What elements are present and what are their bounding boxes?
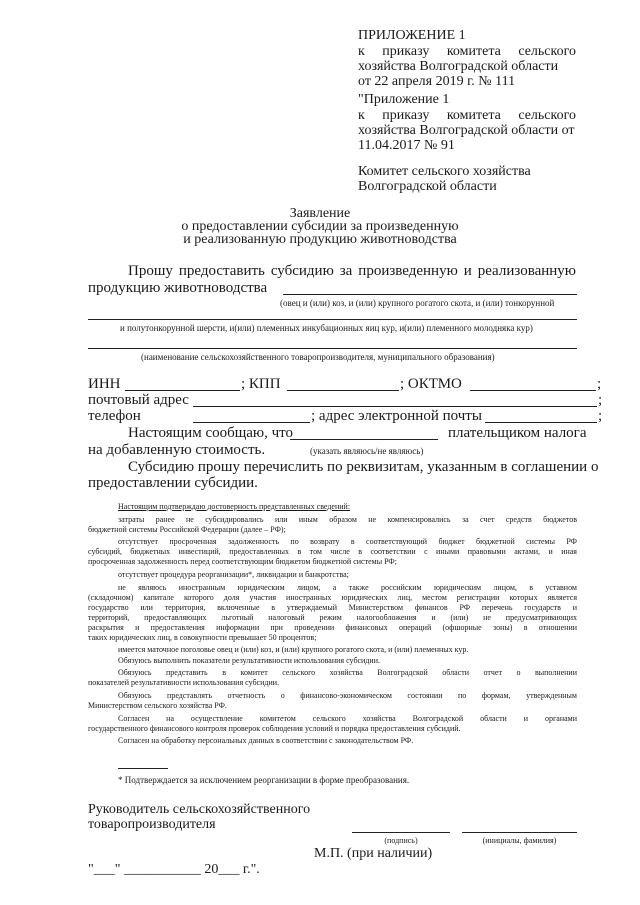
producer-name-field[interactable] <box>88 348 577 349</box>
confirmation-line: бюджетной системы Российской Федерации (далее – РФ); <box>88 525 286 534</box>
confirmation-line: территорий, предоставляющих льготный налоговый режим налогообложения и (или) не предусматривающих <box>88 613 577 622</box>
confirmation-line: просроченная задолженность перед соответствующим бюджетом бюджетной системы РФ; <box>88 557 397 566</box>
addressee-line1: Комитет сельского хозяйства <box>358 164 531 179</box>
confirmation-line: Обязуюсь выполнить показатели результативности использования субсидии. <box>118 656 380 665</box>
vat-intro: Настоящим сообщаю, что <box>128 425 294 441</box>
confirmation-line: Согласен на обработку персональных данных в соответствии с законодательством РФ. <box>118 736 414 745</box>
product-type-field[interactable] <box>283 294 577 295</box>
confirmation-line: не являюсь иностранным юридическим лицом, а также российским юридическим лицом, в уставном <box>118 583 577 592</box>
confirmation-line: государство или территория, включенные в утверждаемый Министерством финансов РФ перечень государств и <box>88 603 577 612</box>
confirmation-line: таких юридических лиц, в совокупности превышает 50 процентов; <box>88 633 317 642</box>
confirmation-line: Обязуюсь представить в комитет сельского хозяйства Волгоградской области отчет о выполнении <box>118 668 577 677</box>
inn-field[interactable] <box>125 390 240 391</box>
appendix1-title: ПРИЛОЖЕНИЕ 1 <box>358 28 466 43</box>
product-hint-line1: (овец и (или) коз, и (или) крупного рогатого скота, и (или) тонкорунной <box>280 298 555 308</box>
inn-label: ИНН <box>88 376 121 392</box>
confirmation-line: субсидий, бюджетных инвестиций, предоставленных в том числе в соответствии с иными правовыми актами, и иная <box>88 547 577 556</box>
transfer-line1: Субсидию прошу перечислить по реквизитам, указанным в соглашении о <box>128 459 599 475</box>
name-hint: (инициалы, фамилия) <box>482 836 557 845</box>
producer-name-hint: (наименование сельскохозяйственного товаропроизводителя, муниципального образования) <box>141 352 495 362</box>
email-field[interactable] <box>485 422 597 423</box>
signature-hint: (подпись) <box>384 836 418 845</box>
signatory-title-line2: товаропроизводителя <box>88 817 216 832</box>
kpp-field[interactable] <box>287 390 399 391</box>
vat-hint: (указать являюсь/не являюсь) <box>310 446 424 456</box>
signatory-title-line1: Руководитель сельскохозяйственного <box>88 802 311 817</box>
request-line1: Прошу предоставить субсидию за произведенную и реализованную <box>128 263 576 279</box>
appendix2-line1: к приказу комитета сельского <box>358 108 576 123</box>
oktmo-label: ; ОКТМО <box>400 376 462 392</box>
stamp-label: М.П. (при наличии) <box>314 846 433 861</box>
confirmation-line: отсутствует просроченная задолженность по возврату в соответствующий бюджет бюджетной системы РФ <box>118 537 577 546</box>
addressee-line2: Волгоградской области <box>358 179 497 194</box>
confirmation-heading: Настоящим подтверждаю достоверность представленных сведений: <box>118 502 351 511</box>
signature-field[interactable] <box>352 832 450 833</box>
postal-semicolon: ; <box>598 392 603 408</box>
appendix1-line1: к приказу комитета сельского <box>358 44 576 59</box>
confirmation-line: Согласен на осуществление комитетом сельского хозяйства Волгоградской области и органами <box>118 714 577 723</box>
appendix1-line3: от 22 апреля 2019 г. № 111 <box>358 74 516 89</box>
postal-address-label: почтовый адрес <box>88 392 189 408</box>
confirmation-line: Обязуюсь представлять отчетность о финансово-экономическом состоянии по формам, утвержденным <box>118 691 577 700</box>
vat-payer-label: плательщиком налога <box>448 425 587 441</box>
footnote-separator <box>118 768 168 769</box>
postal-address-field[interactable] <box>193 406 597 407</box>
appendix1-line2: хозяйства Волгоградской области <box>358 59 559 74</box>
confirmation-line: государственного финансового контроля проверок соблюдения условий и порядка предоставления субсидий. <box>88 724 461 733</box>
appendix2-title: "Приложение 1 <box>358 92 450 107</box>
product-hint-line2: и полутонкорунной шерсти, и(или) племенных инкубационных яиц кур, и(или) племенного молодняка кур) <box>120 323 533 333</box>
email-semicolon: ; <box>598 408 603 424</box>
vat-status-field[interactable] <box>290 439 438 440</box>
appendix2-line3: 11.04.2017 № 91 <box>358 138 455 153</box>
document-subtitle-line2: и реализованную продукцию животноводства <box>183 232 457 247</box>
confirmation-line: затраты ранее не субсидировались или иным образом не компенсировались за счет средств бюджетов <box>118 515 577 524</box>
footnote: * Подтверждается за исключением реорганизации в форме преобразования. <box>118 775 410 785</box>
confirmation-line: имеется маточное поголовье овец и (или) коз, и (или) крупного рогатого скота, и (или) племенных кур. <box>118 645 469 654</box>
confirmation-line: показателей результативности использования субсидии. <box>88 678 279 687</box>
email-label: ; адрес электронной почты <box>311 408 482 424</box>
name-field[interactable] <box>462 832 577 833</box>
appendix2-line2: хозяйства Волгоградской области от <box>358 123 575 138</box>
document-title: Заявление <box>289 206 351 221</box>
confirmation-line: (складочном) капитале которого доля участия иностранных юридических лиц, местом регистрации которых является <box>88 593 577 602</box>
confirmation-line: Министерством сельского хозяйства РФ. <box>88 701 227 710</box>
oktmo-field[interactable] <box>470 390 596 391</box>
phone-field[interactable] <box>193 422 310 423</box>
kpp-label: ; КПП <box>241 376 281 392</box>
transfer-line2: предоставлении субсидии. <box>88 475 258 491</box>
confirmation-line: раскрытия и предоставления информации при проведении финансовых операций (офшорные зоны) в отношении <box>88 623 577 632</box>
confirmation-line: отсутствует процедура реорганизации*, ликвидации и банкротства; <box>118 570 349 579</box>
product-type-field-cont[interactable] <box>88 319 577 320</box>
request-line2: продукцию животноводства <box>88 280 268 296</box>
date-line: "___" ___________ 20___ г.". <box>88 862 260 877</box>
oktmo-semicolon: ; <box>597 376 602 392</box>
vat-line2: на добавленную стоимость. <box>88 442 266 458</box>
document-subtitle-line1: о предоставлении субсидии за произведенную <box>181 219 459 234</box>
phone-label: телефон <box>88 408 141 424</box>
